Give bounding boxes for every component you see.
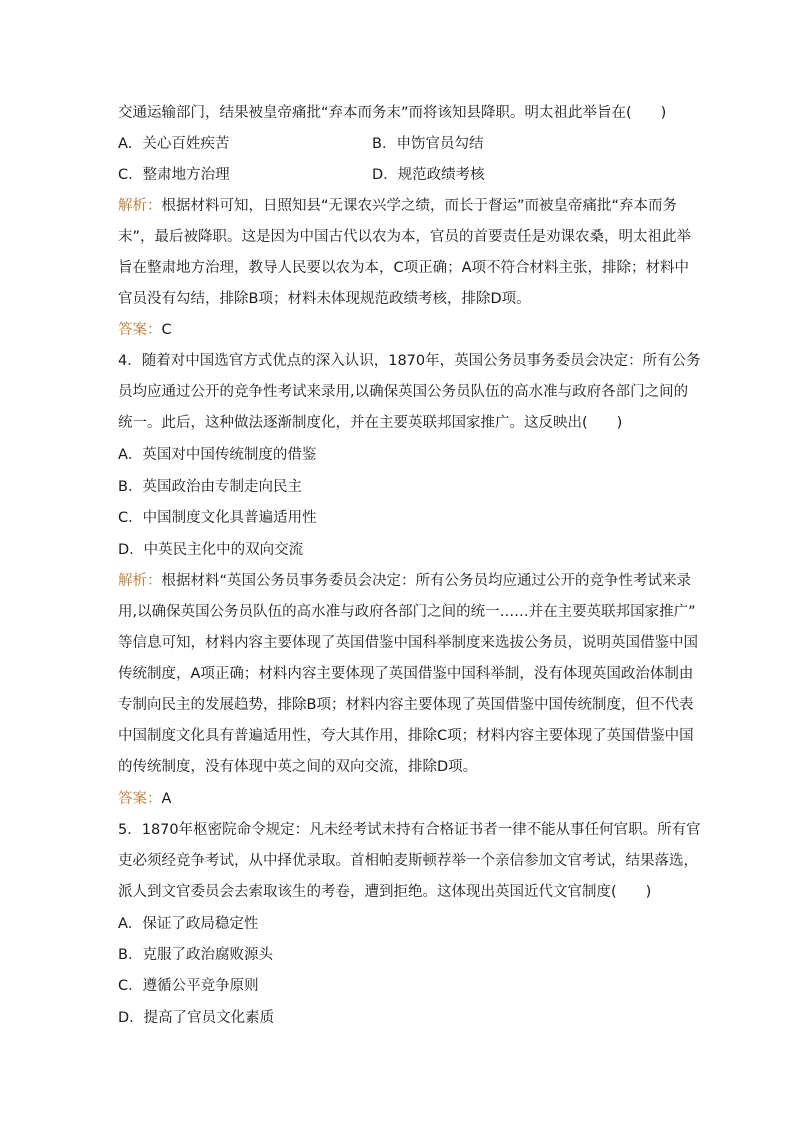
q3-answer [118,320,172,340]
q4-analysis-line-7: 的传统制度，没有体现中英之间的双向交流，排除D项。 [118,759,478,775]
q4-option-c: C．中国制度文化具普遍适用性 [118,510,317,526]
q3-option-b: B．申饬官员勾结 [372,136,484,152]
q3-analysis-line-3: 旨在整肃地方治理，教导人民要以农为本，C项正确；A项不符合材料主张，排除；材料中 [118,260,690,276]
q4-answer-label: 答案： [118,791,162,807]
q4-analysis-line-5: 专制向民主的发展趋势，排除B项；材料内容主要体现了英国借鉴中国传统制度，但不代表 [118,697,694,713]
q3-stem: 交通运输部门，结果被皇帝痛批“弃本而务末”而将该知县降职。明太祖此举旨在( ) [118,105,667,121]
q5-option-c: C．遵循公平竞争原则 [118,978,259,994]
q3-analysis-label: 解析： [118,198,162,214]
q4-analysis-line-4: 传统制度，A项正确；材料内容主要体现了英国借鉴中国科举制，没有体现英国政治体制由 [118,666,694,682]
q4-analysis-line-1: 解析：根据材料“英国公务员事务委员会决定：所有公务员均应通过公开的竞争性考试来录 [118,573,692,589]
q3-analysis-line-1: 解析：根据材料可知，日照知县“无课农兴学之绩，而长于督运”而被皇帝痛批“弃本而务 [118,198,678,214]
q4-stem-line-1: 4．随着对中国选官方式优点的深入认识，1870年，英国公务员事务委员会决定：所有公务 [118,353,701,369]
q3-option-a: A．关心百姓疾苦 [118,136,230,152]
q4-analysis-line-3: 等信息可知，材料内容主要体现了英国借鉴中国科举制度来选拔公务员，说明英国借鉴中国 [118,635,698,651]
q3-analysis-line-4: 官员没有勾结，排除B项；材料未体现规范政绩考核，排除D项。 [118,291,531,307]
q4-analysis-label: 解析： [118,573,162,589]
q5-stem-line-2: 吏必须经竞争考试，从中择优录取。首相帕麦斯顿荐举一个亲信参加文官考试，结果落选， [118,853,698,869]
q5-option-d: D．提高了官员文化素质 [118,1010,275,1026]
q3-answer-value: C [161,322,172,338]
q4-option-b: B．英国政治由专制走向民主 [118,479,302,495]
q5-option-a: A．保证了政局稳定性 [118,916,259,932]
q5-stem-line-3: 派人到文官委员会去索取该生的考卷，遭到拒绝。这体现出英国近代文官制度( ) [118,884,652,900]
q5-stem-line-1: 5．1870年枢密院命令规定：凡未经考试未持有合格证书者一律不能从事任何官职。所有官 [118,822,701,838]
q4-stem-line-3: 统一。此后，这种做法逐渐制度化，并在主要英联邦国家推广。这反映出( ) [118,415,623,431]
q4-analysis-line-6: 中国制度文化具有普遍适用性，夸大其作用，排除C项；材料内容主要体现了英国借鉴中国 [118,728,694,744]
q4-option-a: A．英国对中国传统制度的借鉴 [118,447,317,463]
q4-option-d: D．中英民主化中的双向交流 [118,542,304,558]
q3-analysis-line-2: 末”，最后被降职。这是因为中国古代以农为本，官员的首要责任是劝课农桑，明太祖此举 [118,229,692,245]
q5-option-b: B．克服了政治腐败源头 [118,947,273,963]
q3-option-d: D．规范政绩考核 [372,167,485,183]
q4-stem-line-2: 员均应通过公开的竞争性考试来录用,以确保英国公务员队伍的高水准与政府各部门之间的 [118,384,689,400]
q4-analysis-line-2: 用,以确保英国公务员队伍的高水准与政府各部门之间的统一……并在主要英联邦国家推广” [118,604,696,620]
q3-option-c: C．整肃地方治理 [118,167,230,183]
q3-answer-label: 答案： [118,322,162,338]
q4-answer [118,789,171,809]
q4-answer-value: A [161,791,172,807]
